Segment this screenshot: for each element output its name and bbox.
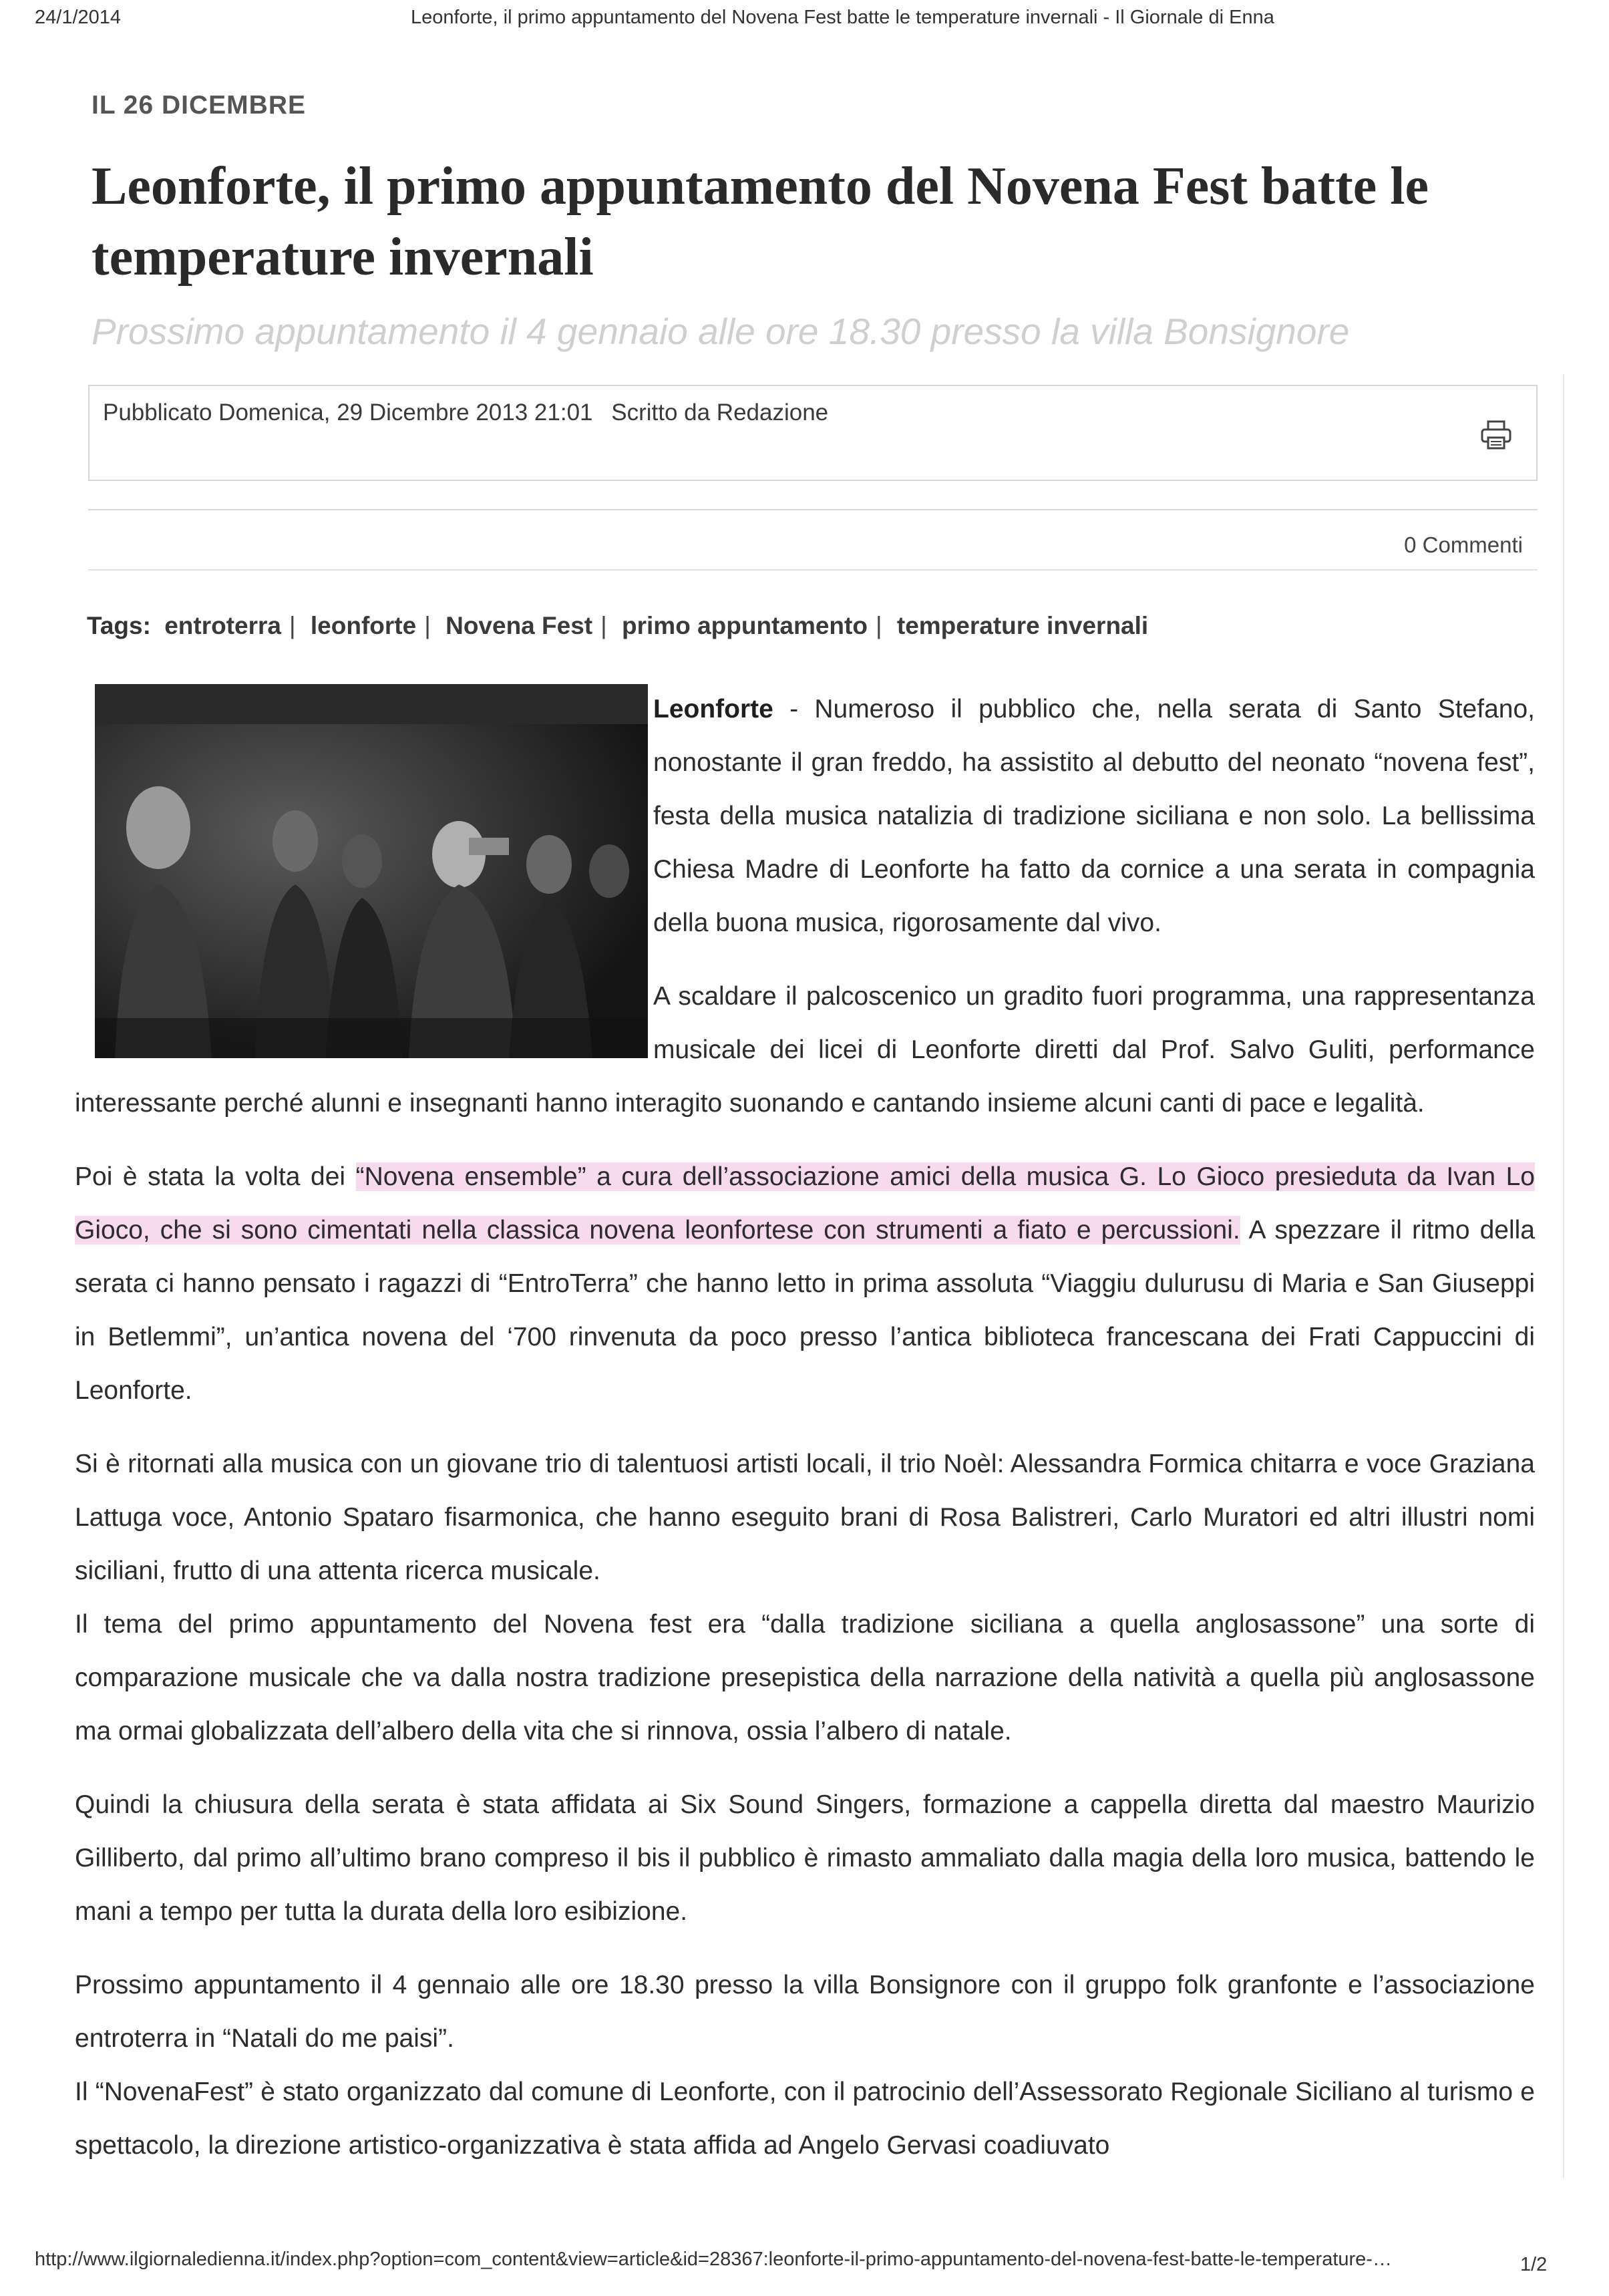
tag-link[interactable]: primo appuntamento <box>622 612 868 639</box>
article-text: Poi è stata la volta dei <box>75 1162 356 1191</box>
print-page-title: Leonforte, il primo appuntamento del Novena Fest batte le temperature invernali - Il Giornale di Enna <box>411 7 1274 28</box>
tags-label: Tags: <box>87 612 151 639</box>
printer-icon[interactable] <box>1480 420 1512 450</box>
author: Scritto da Redazione <box>611 399 829 426</box>
article-paragraph: Si è ritornati alla musica con un giovane trio di talentuosi artisti locali, il trio Noèl: Alessandra Formica chitarra e voce Graziana Lattuga voce, Antonio Spataro fisarmonica, che hanno eseguito brani di Rosa Balistreri, Carlo Muratori ed altri illustri nomi siciliani, frutto di una attenta ricerca musicale. <box>75 1450 1535 1585</box>
tag-link[interactable]: temperature invernali <box>896 612 1149 639</box>
tags-bar: Tags: entroterra | leonforte | Novena Fest | primo appuntamento | temperature invernali <box>87 612 1149 639</box>
published-date: Pubblicato Domenica, 29 Dicembre 2013 21:01 <box>103 399 593 426</box>
page-edge-line <box>1563 374 1564 2178</box>
article-meta-line <box>103 399 828 426</box>
article-paragraph <box>75 1150 1535 1418</box>
article-paragraph: Il “NovenaFest” è stato organizzato dal comune di Leonforte, con il patrocinio dell’Assessorato Regionale Siciliano al turismo e spettacolo, la direzione artistico-organizzativa è stata affida ad Angelo Gervasi coadiuvato <box>75 2078 1535 2160</box>
subtitle: Prossimo appuntamento il 4 gennaio alle ore 18.30 presso la villa Bonsignore <box>92 311 1350 352</box>
tag-link[interactable]: leonforte <box>310 612 417 639</box>
divider <box>88 569 1538 570</box>
kicker: IL 26 DICEMBRE <box>92 91 307 120</box>
article-paragraph: Prossimo appuntamento il 4 gennaio alle ore 18.30 presso la villa Bonsignore con il gruppo folk granfonte e l’associazione entroterra in “Natali do me paisi”. <box>75 1971 1535 2053</box>
article-paragraph: A scaldare il palcoscenico un gradito fuori programma, una rappresentanza musicale dei licei di Leonforte diretti dal Prof. Salvo Guliti, performance interessante perché alunni e insegnanti hanno interagito suonando e cantando insieme alcuni canti di pace e legalità. <box>75 982 1535 1118</box>
article-meta-box <box>88 385 1538 481</box>
article-paragraph: Quindi la chiusura della serata è stata affidata ai Six Sound Singers, formazione a cappella diretta dal maestro Maurizio Gilliberto, dal primo all’ultimo brano compreso il bis il pubblico è rimasto ammaliato dalla magia della loro musica, battendo le mani a tempo per tutta la durata della loro esibizione. <box>75 1790 1535 1926</box>
highlighted-text: “Novena ensemble” a cura dell’associazione amici della musica G. Lo Gioco presieduta da Ivan Lo Gioco, che si sono cimentati nella classica novena leonfortese con strumenti a fiato e percussioni. <box>75 1162 1535 1245</box>
article-lead: Leonforte <box>653 695 773 723</box>
tag-link[interactable]: Novena Fest <box>445 612 593 639</box>
print-page-number: 1/2 <box>1520 2254 1548 2275</box>
article-text: - Numeroso il pubblico che, nella serata di Santo Stefano, nonostante il gran freddo, ha assistito al debutto del neonato “novena fest”, festa della musica natalizia di tradizione siciliana e non solo. La bellissima Chiesa Madre di Leonforte ha fatto da cornice a una serata in compagnia della buona musica, rigorosamente dal vivo. <box>653 695 1535 937</box>
divider <box>88 509 1538 510</box>
article-body <box>75 683 1535 2192</box>
article-paragraph: Il tema del primo appuntamento del Novena fest era “dalla tradizione siciliana a quella anglosassone” una sorte di comparazione musicale che va dalla nostra tradizione presepistica della narrazione della natività a quella più anglosassone ma ormai globalizzata dell’albero della vita che si rinnova, ossia l’albero di natale. <box>75 1610 1535 1746</box>
print-date: 24/1/2014 <box>35 7 122 28</box>
tag-link[interactable]: entroterra <box>164 612 281 639</box>
headline: Leonforte, il primo appuntamento del Novena Fest batte le temperature invernali <box>92 157 1429 287</box>
article-text: A spezzare il ritmo della serata ci hanno pensato i ragazzi di “EntroTerra” che hanno letto in prima assoluta “Viaggiu dulurusu di Maria e San Giuseppi in Betlemmi”, un’antica novena del ‘700 rinvenuta da poco presso l’antica biblioteca francescana dei Frati Cappuccini di Leonforte. <box>75 1216 1535 1405</box>
comments-link[interactable]: 0 Commenti <box>1404 532 1523 557</box>
print-footer-url: http://www.ilgiornaledienna.it/index.php?option=com_content&view=article&id=28367:leonforte-il-primo-appuntamento-del-novena-fest-batte-le-temperature-… <box>35 2249 1392 2270</box>
